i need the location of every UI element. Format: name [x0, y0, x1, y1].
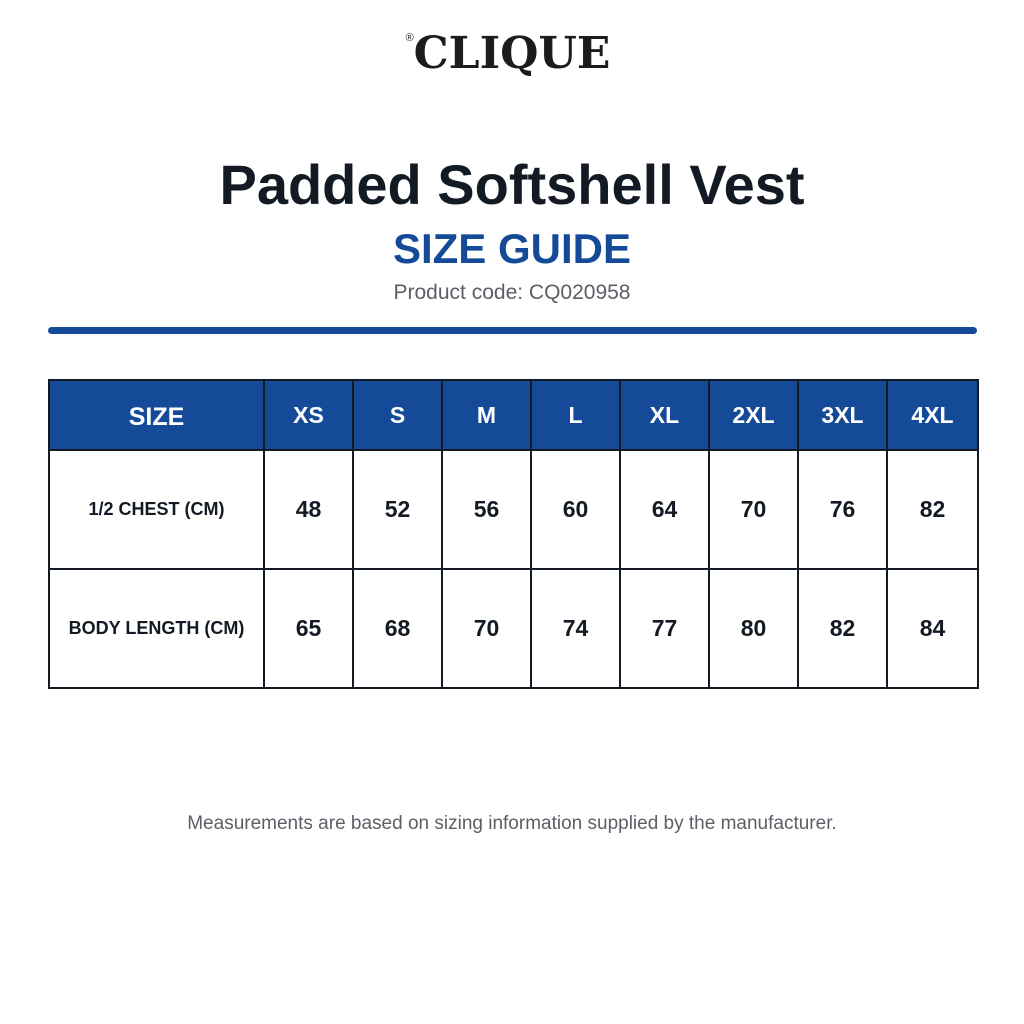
brand-logo [0, 28, 1024, 80]
brand-name: CLIQUE [413, 28, 611, 79]
table-row-body-length [49, 569, 978, 688]
row-label-chest: 1/2 CHEST (CM) [49, 450, 264, 569]
size-header-cell: L [531, 380, 620, 450]
table-cell: 70 [709, 450, 798, 569]
measurement-footnote: Measurements are based on sizing information supplied by the manufacturer. [187, 813, 837, 834]
size-header-row [49, 380, 978, 450]
size-header-cell: S [353, 380, 442, 450]
size-header-cell: 4XL [887, 380, 978, 450]
size-guide-heading: SIZE GUIDE [392, 225, 632, 272]
size-header-cell: 3XL [798, 380, 887, 450]
table-row-chest [49, 450, 978, 569]
registered-mark: ® [405, 32, 414, 44]
size-table [48, 379, 979, 689]
size-header-cell: M [442, 380, 531, 450]
size-header-cell: 2XL [709, 380, 798, 450]
product-title: Padded Softshell Vest [219, 153, 805, 216]
table-cell: 56 [442, 450, 531, 569]
row-label-body-length: BODY LENGTH (CM) [49, 569, 264, 688]
table-cell: 80 [709, 569, 798, 688]
divider-rule [48, 327, 977, 334]
table-cell: 77 [620, 569, 709, 688]
table-cell: 68 [353, 569, 442, 688]
table-cell: 65 [264, 569, 353, 688]
size-column-header: SIZE [49, 380, 264, 450]
table-cell: 52 [353, 450, 442, 569]
table-cell: 64 [620, 450, 709, 569]
size-header-cell: XS [264, 380, 353, 450]
table-cell: 82 [798, 569, 887, 688]
table-cell: 48 [264, 450, 353, 569]
table-cell: 60 [531, 450, 620, 569]
size-header-cell: XL [620, 380, 709, 450]
table-cell: 82 [887, 450, 978, 569]
table-cell: 74 [531, 569, 620, 688]
table-cell: 84 [887, 569, 978, 688]
product-code: Product code: CQ020958 [393, 281, 631, 304]
table-cell: 76 [798, 450, 887, 569]
table-cell: 70 [442, 569, 531, 688]
